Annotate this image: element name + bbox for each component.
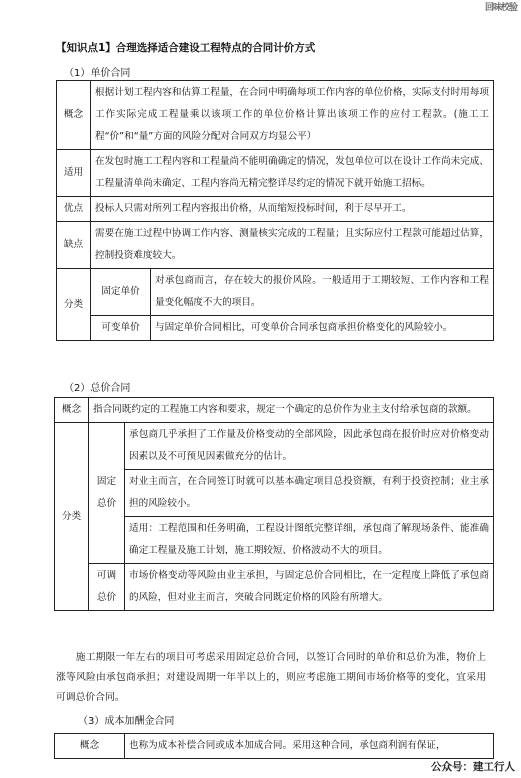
table-row bbox=[55, 398, 494, 423]
table-row bbox=[55, 564, 494, 611]
sub-text: 承包商几乎承担了工作量及价格变动的全部风险，因此承包商在报价时应对价格变动因素以及不可预见因素做充分的估计。 bbox=[125, 423, 494, 470]
table-row bbox=[57, 150, 494, 197]
table-row bbox=[57, 81, 494, 150]
sub-text: 对业主而言，在合同签订时就可以基本确定项目总投资额，有利于投资控制；业主承担的风险较小。 bbox=[125, 470, 494, 517]
unit-price-table bbox=[56, 80, 494, 341]
row-label: 分类 bbox=[55, 423, 89, 611]
table-row bbox=[55, 423, 494, 470]
sub-text: 与固定单价合同相比，可变单价合同承包商承担价格变化的风险较小。 bbox=[151, 316, 494, 341]
row-label: 分类 bbox=[57, 269, 91, 341]
table-row bbox=[57, 222, 494, 269]
row-label: 缺点 bbox=[57, 222, 91, 269]
section-title-unit-price: （1）单价合同 bbox=[64, 68, 131, 79]
watermark: 公众号：建工行人 bbox=[431, 761, 515, 773]
row-label: 适用 bbox=[57, 150, 91, 197]
sub-label: 可调总价 bbox=[89, 564, 125, 611]
table-row bbox=[57, 197, 494, 222]
row-label: 概念 bbox=[55, 398, 89, 423]
row-text: 也称为成本补偿合同或成本加成合同。采用这种合同，承包商利润有保证， bbox=[125, 734, 494, 759]
row-label: 概念 bbox=[57, 81, 91, 150]
row-text: 投标人只需对所列工程内容报出价格，从而缩短投标时间，利于尽早开工。 bbox=[91, 197, 494, 222]
section-title-cost-plus: （3）成本加酬金合同 bbox=[78, 716, 175, 727]
row-text: 在发包时施工工程内容和工程量尚不能明确确定的情况，发包单位可以在设计工作尚未完成、工程量清单尚未确定、工程内容尚无精完整详尽约定的情况下就开始施工招标。 bbox=[91, 150, 494, 197]
cost-plus-table bbox=[54, 733, 494, 759]
row-label: 概念 bbox=[55, 734, 125, 759]
row-text: 根据计划工程内容和估算工程量，在合同中明确每项工作内容的单位价格，实际支付时用每项工作实际完成工程量乘以该项工作的单位价格计算出该项工作的应付工程款。(施工工程“价”和“量”方面的风险分配对合同双方均显公平） bbox=[91, 81, 494, 150]
body-paragraph: 施工期限一年左右的项目可考虑采用固定总价合同，以签订合同时的单价和总价为准，物价上涨等风险由承包商承担；对建设周期一年半以上的，则应考虑施工期间市场价格等的变化，宜采用可调总价合同。 bbox=[56, 652, 486, 703]
sub-label: 固定总价 bbox=[89, 423, 125, 564]
corner-mark: 回味校验 bbox=[484, 3, 517, 13]
knowledge-point-heading: 【知识点1】合理选择适合建设工程特点的合同计价方式 bbox=[56, 42, 316, 54]
table-row bbox=[57, 316, 494, 341]
sub-label: 固定单价 bbox=[91, 269, 151, 316]
sub-text: 市场价格变动等风险由业主承担，与固定总价合同相比，在一定程度上降低了承包商的风险，但对业主而言，突破合同既定价格的风险有所增大。 bbox=[125, 564, 494, 611]
row-text: 需要在施工过程中协调工作内容、测量核实完成的工程量；且实际应付工程款可能超过估算，控制投资难度较大。 bbox=[91, 222, 494, 269]
row-label: 优点 bbox=[57, 197, 91, 222]
table-row bbox=[55, 734, 494, 759]
row-text: 指合同既约定的工程施工内容和要求，规定一个确定的总价作为业主支付给承包商的款额。 bbox=[89, 398, 494, 423]
lump-sum-table bbox=[54, 397, 494, 611]
table-row bbox=[57, 269, 494, 316]
sub-text: 对承包商而言，存在较大的报价风险。一般适用于工期较短、工作内容和工程量变化幅度不大的项目。 bbox=[151, 269, 494, 316]
section-title-lump-sum: （2）总价合同 bbox=[64, 383, 131, 394]
sub-text: 适用：工程范围和任务明确，工程设计图纸完整详细，承包商了解现场条件、能准确确定工程量及施工计划，施工期较短、价格波动不大的项目。 bbox=[125, 517, 494, 564]
sub-label: 可变单价 bbox=[91, 316, 151, 341]
